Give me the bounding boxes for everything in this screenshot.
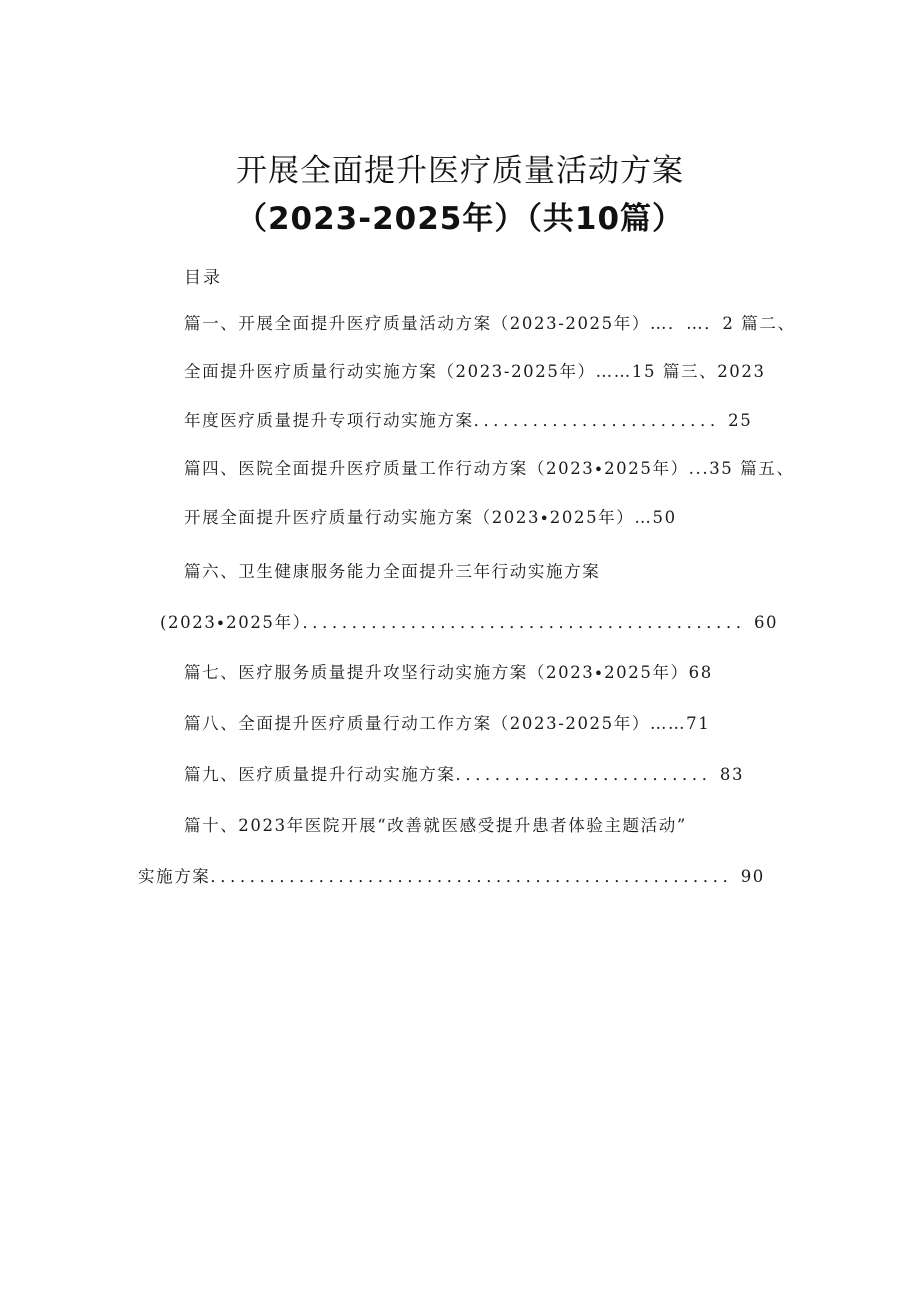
toc-line-8: 篇七、医疗服务质量提升攻坚行动实施方案（2023∙2025年）68 <box>184 663 713 682</box>
toc-line-12: 实施方案．．．．．．．．．．．．．．．．．．．．．．．．．．．．．．．．．．．．．．．．．．．．．．．．．．．．．90 <box>138 867 765 886</box>
document-title: 开展全面提升医疗质量活动方案 <box>236 153 684 189</box>
document-subtitle: （2023-2025年）（共10篇） <box>235 201 685 237</box>
toc-line-3: 年度医疗质量提升专项行动实施方案．．．．．．．．．．．．．．．．．．．．．．．．．25 <box>184 411 753 430</box>
toc-line-5: 开展全面提升医疗质量行动实施方案（2023∙2025年）…50 <box>184 508 677 527</box>
toc-line-7: (2023∙2025年）．．．．．．．．．．．．．．．．．．．．．．．．．．．．．．．．．．．．．．．．．．．．．60 <box>160 613 779 632</box>
toc-line-1: 篇一、开展全面提升医疗质量活动方案（2023-2025年）…．…．2 篇二、 <box>184 314 796 333</box>
toc-line-2: 全面提升医疗质量行动实施方案（2023-2025年）……15 篇三、2023 <box>184 362 766 381</box>
toc-line-9: 篇八、全面提升医疗质量行动工作方案（2023-2025年）……71 <box>184 714 711 733</box>
toc-heading: 目录 <box>184 268 222 288</box>
toc-line-10: 篇九、医疗质量提升行动实施方案．．．．．．．．．．．．．．．．．．．．．．．．．．83 <box>184 765 745 784</box>
toc-line-6: 篇六、卫生健康服务能力全面提升三年行动实施方案 <box>184 562 601 581</box>
toc-line-4: 篇四、医院全面提升医疗质量工作行动方案（2023∙2025年）...35 篇五、 <box>184 459 795 478</box>
toc-line-11: 篇十、2023年医院开展“改善就医感受提升患者体验主题活动” <box>184 816 687 835</box>
